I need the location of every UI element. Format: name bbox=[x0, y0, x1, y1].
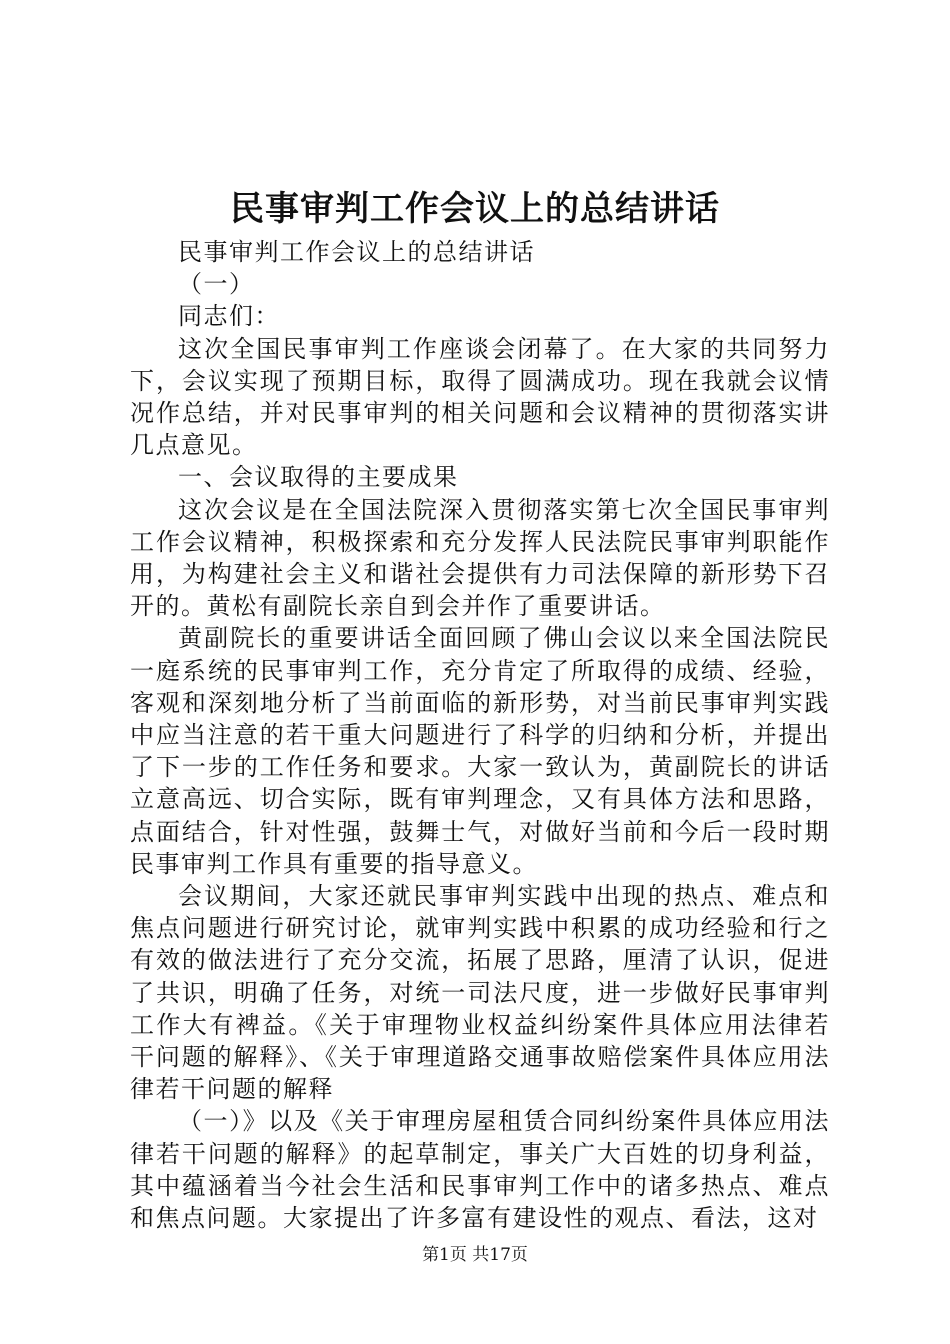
paragraph-subtitle: 民事审判工作会议上的总结讲话 bbox=[178, 238, 535, 266]
paragraph-speech-review: 黄副院长的重要讲话全面回顾了佛山会议以来全国法院民一庭系统的民事审判工作，充分肯定了所取得的成绩、经验，客观和深刻地分析了当前面临的新形势，对当前民事审判实践中应当注意的若干重大问题进行了科学的归纳和分析，并提出了下一步的工作任务和要求。大家一致认为，黄副院长的讲话立意高远、切合实际，既有审判理念，又有具体方法和思路，点面结合，针对性强，鼓舞士气，对做好当前和今后一段时期民事审判工作具有重要的指导意义。 bbox=[130, 624, 830, 878]
paragraph-opening: 这次全国民事审判工作座谈会闭幕了。在大家的共同努力下，会议实现了预期目标，取得了圆满成功。现在我就会议情况作总结，并对民事审判的相关问题和会议精神的贯彻落实讲几点意见。 bbox=[130, 334, 830, 460]
paragraph-discussion: 会议期间，大家还就民事审判实践中出现的热点、难点和焦点问题进行研究讨论，就审判实践中积累的成功经验和行之有效的做法进行了充分交流，拓展了思路，厘清了认识，促进了共识，明确了任务，对统一司法尺度，进一步做好民事审判工作大有裨益。《关于审理物业权益纠纷案件具体应用法律若干问题的解释》、《关于审理道路交通事故赔偿案件具体应用法律若干问题的解释 bbox=[130, 882, 830, 1104]
document-body bbox=[130, 236, 830, 1234]
paragraph-salutation: 同志们： bbox=[178, 302, 280, 331]
document-title: 民事审判工作会议上的总结讲话 bbox=[230, 189, 720, 229]
paragraph-background: 这次会议是在全国法院深入贯彻落实第七次全国民事审判工作会议精神，积极探索和充分发挥人民法院民事审判职能作用，为构建社会主义和谐社会提供有力司法保障的新形势下召开的。黄松有副院长亲自到会并作了重要讲话。 bbox=[130, 495, 830, 621]
paragraph-part-number: （一） bbox=[178, 270, 255, 299]
section-heading: 一、会议取得的主要成果 bbox=[178, 463, 459, 492]
page-number-footer: 第1页 共17页 bbox=[422, 1245, 528, 1265]
paragraph-drafting: （一）》以及《关于审理房屋租赁合同纠纷案件具体应用法律若干问题的解释》的起草制定，事关广大百姓的切身利益，其中蕴涵着当今社会生活和民事审判工作中的诸多热点、难点和焦点问题。大家提出了许多富有建设性的观点、看法，这对 bbox=[130, 1107, 830, 1233]
